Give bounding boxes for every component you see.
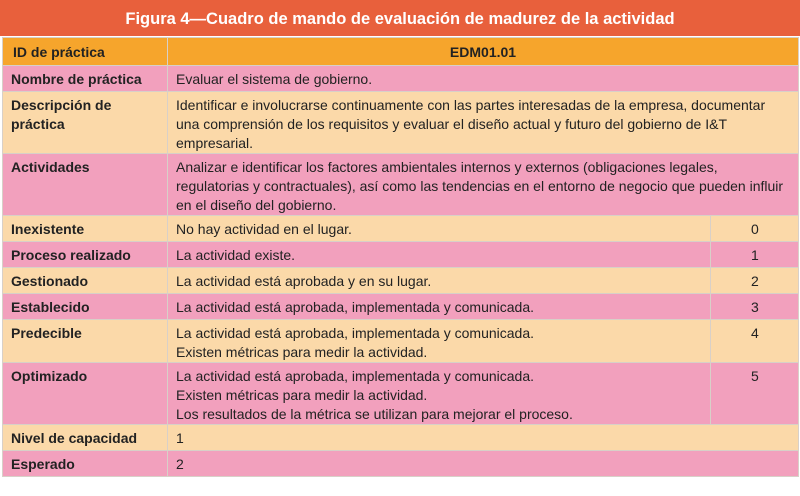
level-label: Gestionado [3, 268, 168, 294]
footer-row [3, 425, 799, 451]
level-label: Proceso realizado [3, 242, 168, 268]
level-description: La actividad está aprobada, implementada y comunicada. Existen métricas para medir la actividad. [168, 320, 711, 363]
level-label: Optimizado [3, 363, 168, 425]
header-value: EDM01.01 [168, 38, 799, 66]
level-label: Inexistente [3, 216, 168, 242]
level-value: 5 [711, 363, 799, 425]
header-label: ID de práctica [3, 38, 168, 66]
footer-label: Nivel de capacidad [3, 425, 168, 451]
row-text: Analizar e identificar los factores ambientales internos y externos (obligaciones legales, regulatorias y contractuales), así como las tendencias en el entorno de negocio que pueden influir en el diseño del gobierno. [168, 154, 799, 216]
level-label: Establecido [3, 294, 168, 320]
level-row [3, 242, 799, 268]
level-description: La actividad está aprobada, implementada y comunicada. [168, 294, 711, 320]
footer-value: 1 [168, 425, 799, 451]
level-description: No hay actividad en el lugar. [168, 216, 711, 242]
header-row [3, 38, 799, 66]
level-row [3, 216, 799, 242]
row-label: Actividades [3, 154, 168, 216]
level-value: 1 [711, 242, 799, 268]
level-value: 4 [711, 320, 799, 363]
row-label: Descripción de práctica [3, 92, 168, 154]
figure-title: Figura 4—Cuadro de mando de evaluación de madurez de la actividad [0, 0, 800, 36]
footer-value: 2 [168, 451, 799, 477]
table-row [3, 154, 799, 216]
footer-row [3, 451, 799, 477]
table-row [3, 92, 799, 154]
level-label: Predecible [3, 320, 168, 363]
level-row [3, 320, 799, 363]
level-value: 0 [711, 216, 799, 242]
row-text: Identificar e involucrarse continuamente con las partes interesadas de la empresa, documentar una comprensión de los requisitos y evaluar el diseño actual y futuro del gobierno de I&T empresarial. [168, 92, 799, 154]
level-row [3, 294, 799, 320]
level-row [3, 363, 799, 425]
row-label: Nombre de práctica [3, 66, 168, 92]
level-description: La actividad está aprobada, implementada y comunicada. Existen métricas para medir la actividad. Los resultados de la métrica se utilizan para mejorar el proceso. [168, 363, 711, 425]
footer-label: Esperado [3, 451, 168, 477]
level-value: 2 [711, 268, 799, 294]
maturity-table [2, 37, 799, 477]
table-row [3, 66, 799, 92]
level-description: La actividad existe. [168, 242, 711, 268]
level-value: 3 [711, 294, 799, 320]
level-row [3, 268, 799, 294]
row-text: Evaluar el sistema de gobierno. [168, 66, 799, 92]
level-description: La actividad está aprobada y en su lugar. [168, 268, 711, 294]
